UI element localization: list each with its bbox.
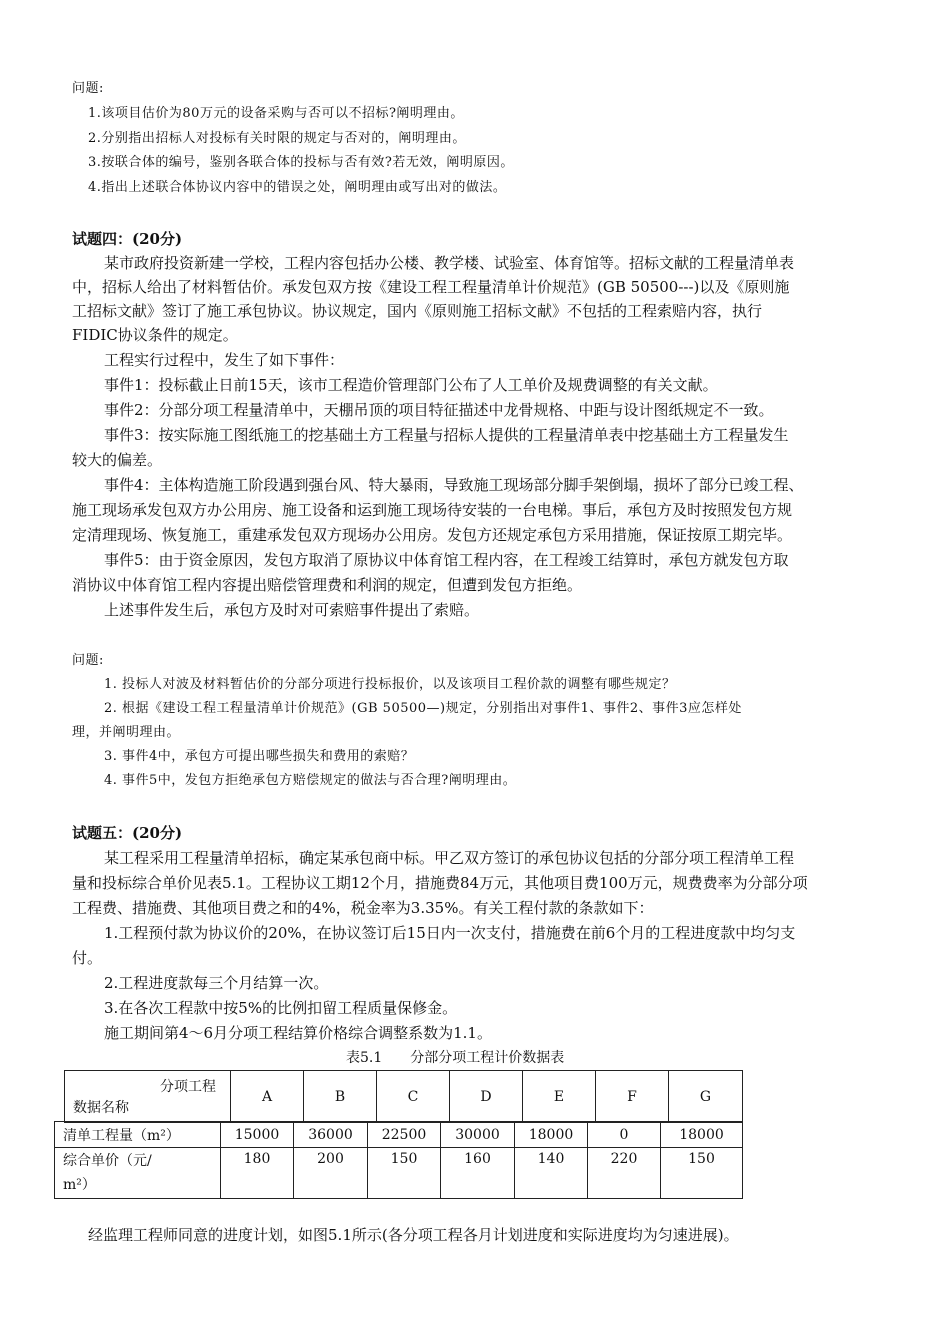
pricing-table-body bbox=[54, 1121, 743, 1199]
table-cell: 150 bbox=[661, 1148, 743, 1199]
section4-question-3: 3. 事件4中，承包方可提出哪些损失和费用的索赔？ bbox=[104, 749, 415, 764]
section4-closing: 上述事件发生后，承包方及时对可索赔事件提出了索赔。 bbox=[104, 601, 480, 619]
section4-event-4-cont: 施工现场承发包双方办公用房、施工设备和运到施工现场待安装的一台电梯。事后，承包方及时按照发包方规 bbox=[72, 501, 793, 519]
q3-question-3: 3.按联合体的编号，鉴别各联合体的投标与否有效?若无效，阐明原因。 bbox=[88, 155, 514, 170]
section5-clause-3: 3.在各次工程款中按5%的比例扣留工程质量保修金。 bbox=[104, 999, 458, 1017]
table-corner-cell bbox=[65, 1071, 231, 1123]
table-row bbox=[55, 1122, 743, 1148]
section5-intro-line: 某工程采用工程量清单招标，确定某承包商中标。甲乙双方签订的承包协议包括的分部分项工程清单工程 bbox=[104, 849, 795, 867]
section4-q-heading: 问题: bbox=[72, 653, 104, 668]
section5-clause-1: 1.工程预付款为协议价的20%，在协议签订后15日内一次支付，措施费在前6个月的工程进度款中均匀支 bbox=[104, 924, 796, 942]
column-header: C bbox=[377, 1071, 450, 1123]
section4-title: 试题四：(20分) bbox=[72, 230, 183, 248]
column-header: G bbox=[669, 1071, 743, 1123]
section4-event-4-cont: 定清理现场、恢复施工，重建承发包双方现场办公用房。发包方还规定承包方采用措施，保证按原工期完毕。 bbox=[72, 526, 793, 544]
q3-question-2: 2.分别指出招标人对投标有关时限的规定与否对的，阐明理由。 bbox=[88, 131, 466, 146]
section4-event-4: 事件4：主体构造施工阶段遇到强台风、特大暴雨，导致施工现场部分脚手架倒塌，损坏了部分已竣工程、 bbox=[104, 476, 804, 494]
row-label: 清单工程量（m²） bbox=[55, 1122, 221, 1148]
table-cell: 150 bbox=[368, 1148, 441, 1199]
section4-event-2: 事件2：分部分项工程量清单中，天棚吊顶的项目特征描述中龙骨规格、中距与设计图纸规定不一致。 bbox=[104, 401, 774, 419]
section4-intro-line: 中，招标人给出了材料暂估价。承发包双方按《建设工程工程量清单计价规范》(GB 50500---)以及《原则施 bbox=[72, 278, 790, 296]
section4-question-2-cont: 理，并阐明理由。 bbox=[72, 725, 181, 740]
row-label-line: 综合单价（元/ bbox=[63, 1153, 152, 1169]
table-cell: 200 bbox=[294, 1148, 368, 1199]
section5-clause-1-cont: 付。 bbox=[72, 949, 103, 967]
table-cell: 36000 bbox=[294, 1122, 368, 1148]
column-header: E bbox=[523, 1071, 596, 1123]
section4-event-1: 事件1：投标截止日前15天，该市工程造价管理部门公布了人工单价及规费调整的有关文献。 bbox=[104, 376, 718, 394]
q3-question-1: 1.该项目估价为80万元的设备采购与否可以不招标?阐明理由。 bbox=[88, 106, 464, 121]
section4-event-5: 事件5：由于资金原因，发包方取消了原协议中体育馆工程内容，在工程竣工结算时，承包方就发包方取 bbox=[104, 551, 789, 569]
column-header: F bbox=[596, 1071, 669, 1123]
table-cell: 160 bbox=[441, 1148, 515, 1199]
row-label-line: m²） bbox=[63, 1177, 96, 1193]
q3-heading: 问题: bbox=[72, 81, 104, 96]
table-cell: 180 bbox=[221, 1148, 294, 1199]
q3-question-4: 4.指出上述联合体协议内容中的错误之处，阐明理由或写出对的做法。 bbox=[88, 180, 507, 195]
column-header: A bbox=[231, 1071, 304, 1123]
section5-intro-line: 量和投标综合单价见表5.1。工程协议工期12个月，措施费84万元，其他项目费100万元，规费费率为分部分项 bbox=[72, 874, 808, 892]
section4-question-4: 4. 事件5中，发包方拒绝承包方赔偿规定的做法与否合理?阐明理由。 bbox=[104, 773, 517, 788]
row-label bbox=[55, 1148, 221, 1199]
section5-footer: 经监理工程师同意的进度计划，如图5.1所示(各分项工程各月计划进度和实际进度均为匀速进展)。 bbox=[88, 1226, 739, 1244]
table-cell: 18000 bbox=[515, 1122, 588, 1148]
column-header: B bbox=[304, 1071, 377, 1123]
section4-question-1: 1. 投标人对波及材料暂估价的分部分项进行投标报价，以及该项目工程价款的调整有哪些规定？ bbox=[104, 677, 676, 692]
section4-event-3-cont: 较大的偏差。 bbox=[72, 451, 163, 469]
section4-event-3: 事件3：按实际施工图纸施工的挖基础土方工程量与招标人提供的工程量清单表中挖基础土方工程量发生 bbox=[104, 426, 789, 444]
table-row bbox=[55, 1148, 743, 1199]
section4-intro-line: 工招标文献》签订了施工承包协议。协议规定，国内《原则施工招标文献》不包括的工程索赔内容，执行 bbox=[72, 302, 763, 320]
pricing-table-header bbox=[64, 1070, 743, 1123]
section5-intro-line: 工程费、措施费、其他项目费之和的4%，税金率为3.35%。有关工程付款的条款如下： bbox=[72, 899, 654, 917]
corner-label-bottom: 数据名称 bbox=[73, 1100, 129, 1116]
table-cell: 140 bbox=[515, 1148, 588, 1199]
table-cell: 30000 bbox=[441, 1122, 515, 1148]
table-cell: 0 bbox=[588, 1122, 661, 1148]
table-caption: 表5.1 分部分项工程计价数据表 bbox=[346, 1050, 565, 1066]
table-cell: 220 bbox=[588, 1148, 661, 1199]
table-cell: 15000 bbox=[221, 1122, 294, 1148]
section5-clause-2: 2.工程进度款每三个月结算一次。 bbox=[104, 974, 329, 992]
section4-process-intro: 工程实行过程中，发生了如下事件： bbox=[104, 351, 345, 369]
corner-label-top: 分项工程 bbox=[160, 1079, 216, 1095]
table-cell: 22500 bbox=[368, 1122, 441, 1148]
section5-title: 试题五：(20分) bbox=[72, 824, 183, 842]
table-cell: 18000 bbox=[661, 1122, 743, 1148]
section4-intro-line: FIDIC协议条件的规定。 bbox=[72, 326, 238, 344]
section4-question-2: 2. 根据《建设工程工程量清单计价规范》(GB 50500—)规定，分别指出对事件1、事件2、事件3应怎样处 bbox=[104, 701, 742, 716]
section4-event-5-cont: 消协议中体育馆工程内容提出赔偿管理费和利润的规定，但遭到发包方拒绝。 bbox=[72, 576, 583, 594]
column-header: D bbox=[450, 1071, 523, 1123]
section5-adjust-note: 施工期间第4～6月分项工程结算价格综合调整系数为1.1。 bbox=[104, 1024, 492, 1042]
section4-intro-line: 某市政府投资新建一学校，工程内容包括办公楼、教学楼、试验室、体育馆等。招标文献的工程量清单表 bbox=[104, 254, 795, 272]
